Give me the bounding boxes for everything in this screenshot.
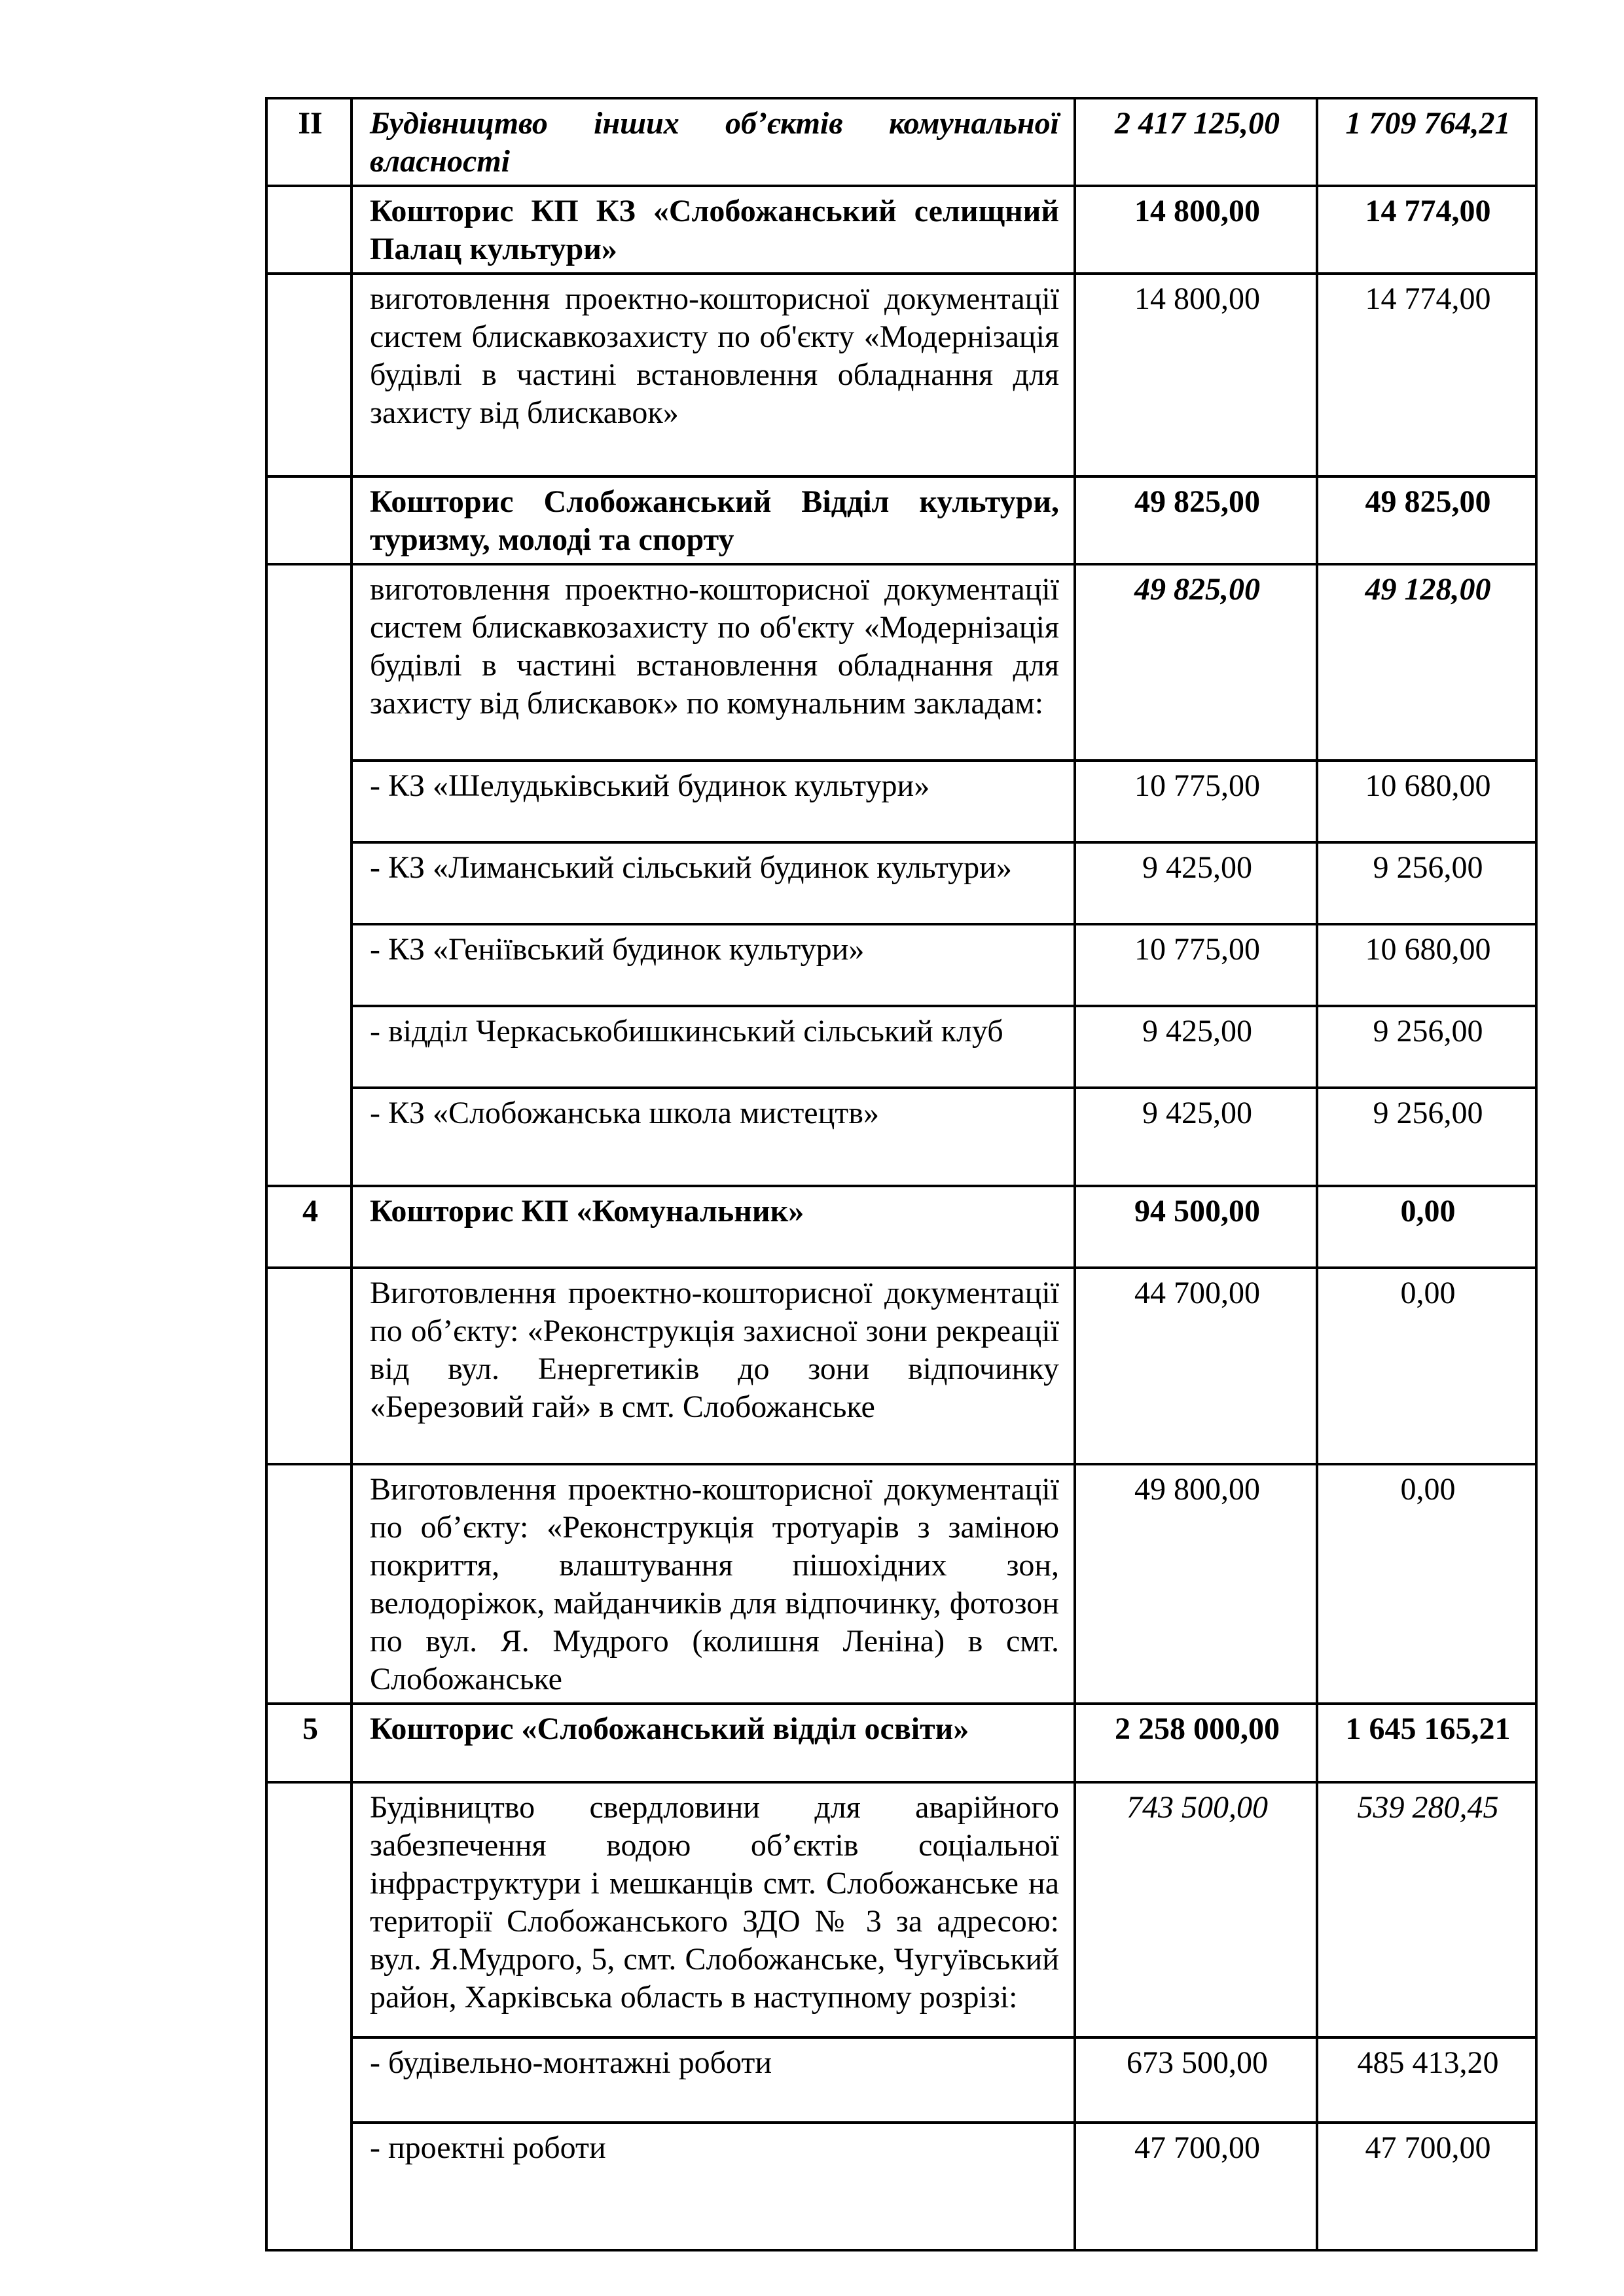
row-number: [266, 274, 352, 476]
budget-table: [265, 97, 1538, 2251]
table-row: [266, 1268, 1536, 1464]
row-description: Будівництво інших об’єктів комунальної власності: [352, 98, 1075, 186]
row-description: Кошторис «Слобожанський відділ освіти»: [352, 1704, 1075, 1782]
planned-amount: 9 425,00: [1075, 1006, 1317, 1088]
row-number: [266, 564, 352, 1186]
actual-amount: 0,00: [1317, 1268, 1536, 1464]
actual-amount: 14 774,00: [1317, 274, 1536, 476]
row-description: - КЗ «Слобожанська школа мистецтв»: [352, 1088, 1075, 1186]
planned-amount: 10 775,00: [1075, 761, 1317, 842]
table-row: [266, 924, 1536, 1006]
table-row: [266, 1782, 1536, 2037]
planned-amount: 47 700,00: [1075, 2123, 1317, 2250]
row-description: Кошторис Слобожанський Відділ культури, туризму, молоді та спорту: [352, 476, 1075, 564]
row-description: - КЗ «Лиманський сільський будинок культури»: [352, 842, 1075, 924]
planned-amount: 49 800,00: [1075, 1464, 1317, 1704]
row-description: виготовлення проектно-кошторисної документації систем блискавкозахисту по об'єкту «Модернізація будівлі в частині встановлення обладнання для захисту від блискавок»: [352, 274, 1075, 476]
planned-amount: 9 425,00: [1075, 1088, 1317, 1186]
planned-amount: 2 417 125,00: [1075, 98, 1317, 186]
table-row: [266, 564, 1536, 761]
planned-amount: 14 800,00: [1075, 274, 1317, 476]
actual-amount: 10 680,00: [1317, 761, 1536, 842]
row-description: Кошторис КП «Комунальник»: [352, 1186, 1075, 1268]
row-description: - КЗ «Шелудьківський будинок культури»: [352, 761, 1075, 842]
row-description: Виготовлення проектно-кошторисної документації по об’єкту: «Реконструкція захисної зони рекреації від вул. Енергетиків до зони відпочинку «Березовий гай» в смт. Слобожанське: [352, 1268, 1075, 1464]
row-number: II: [266, 98, 352, 186]
table-row: [266, 2037, 1536, 2123]
planned-amount: 44 700,00: [1075, 1268, 1317, 1464]
table-row: [266, 2123, 1536, 2250]
row-number: [266, 1464, 352, 1704]
planned-amount: 9 425,00: [1075, 842, 1317, 924]
table-row: [266, 274, 1536, 476]
actual-amount: 9 256,00: [1317, 1088, 1536, 1186]
actual-amount: 49 128,00: [1317, 564, 1536, 761]
actual-amount: 539 280,45: [1317, 1782, 1536, 2037]
row-number: [266, 476, 352, 564]
actual-amount: 0,00: [1317, 1186, 1536, 1268]
planned-amount: 743 500,00: [1075, 1782, 1317, 2037]
actual-amount: 1 709 764,21: [1317, 98, 1536, 186]
row-description: виготовлення проектно-кошторисної документації систем блискавкозахисту по об'єкту «Модернізація будівлі в частині встановлення обладнання для захисту від блискавок» по комунальним закладам:: [352, 564, 1075, 761]
row-description: Будівництво свердловини для аварійного забезпечення водою об’єктів соціальної інфраструктури і мешканців смт. Слобожанське на території Слобожанського ЗДО № 3 за адресою: вул. Я.Мудрого, 5, смт. Слобожанське, Чугуївський район, Харківська область в наступному розрізі:: [352, 1782, 1075, 2037]
table-row: [266, 186, 1536, 274]
planned-amount: 49 825,00: [1075, 564, 1317, 761]
table-row: [266, 476, 1536, 564]
row-description: - відділ Черкаськобишкинський сільський клуб: [352, 1006, 1075, 1088]
planned-amount: 49 825,00: [1075, 476, 1317, 564]
table-row: [266, 842, 1536, 924]
actual-amount: 1 645 165,21: [1317, 1704, 1536, 1782]
planned-amount: 10 775,00: [1075, 924, 1317, 1006]
actual-amount: 49 825,00: [1317, 476, 1536, 564]
planned-amount: 2 258 000,00: [1075, 1704, 1317, 1782]
actual-amount: 485 413,20: [1317, 2037, 1536, 2123]
table-row: [266, 761, 1536, 842]
actual-amount: 0,00: [1317, 1464, 1536, 1704]
table-row: [266, 98, 1536, 186]
table-row: [266, 1088, 1536, 1186]
table-row: [266, 1006, 1536, 1088]
actual-amount: 9 256,00: [1317, 842, 1536, 924]
table-row: [266, 1186, 1536, 1268]
planned-amount: 94 500,00: [1075, 1186, 1317, 1268]
planned-amount: 673 500,00: [1075, 2037, 1317, 2123]
actual-amount: 10 680,00: [1317, 924, 1536, 1006]
row-number: [266, 186, 352, 274]
row-description: - КЗ «Геніївський будинок культури»: [352, 924, 1075, 1006]
row-number: [266, 1782, 352, 2250]
row-description: - будівельно-монтажні роботи: [352, 2037, 1075, 2123]
row-description: Виготовлення проектно-кошторисної документації по об’єкту: «Реконструкція тротуарів з заміною покриття, влаштування пішохідних зон, велодоріжок, майданчиків для відпочинку, фотозон по вул. Я. Мудрого (колишня Леніна) в смт. Слобожанське: [352, 1464, 1075, 1704]
row-number: 4: [266, 1186, 352, 1268]
table-row: [266, 1704, 1536, 1782]
actual-amount: 9 256,00: [1317, 1006, 1536, 1088]
row-number: [266, 1268, 352, 1464]
planned-amount: 14 800,00: [1075, 186, 1317, 274]
actual-amount: 47 700,00: [1317, 2123, 1536, 2250]
row-description: - проектні роботи: [352, 2123, 1075, 2250]
table-row: [266, 1464, 1536, 1704]
actual-amount: 14 774,00: [1317, 186, 1536, 274]
row-number: 5: [266, 1704, 352, 1782]
row-description: Кошторис КП КЗ «Слобожанський селищний Палац культури»: [352, 186, 1075, 274]
